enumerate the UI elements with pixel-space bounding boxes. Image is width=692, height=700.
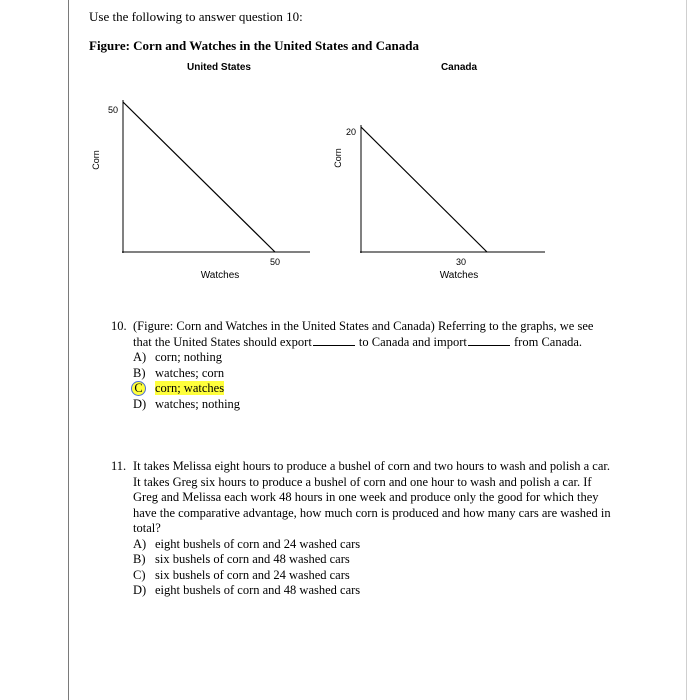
option-letter: B) <box>133 552 146 566</box>
us-graph-title: United States <box>187 62 251 73</box>
question-10-stem-part1: (Figure: Corn and Watches in the United States and Canada) Referring to the graphs, we see that the United States should export <box>133 319 594 349</box>
option-letter: D) <box>133 396 147 411</box>
option-text: corn; nothing <box>155 350 223 364</box>
question-10-blank-1 <box>313 335 355 346</box>
option-text: six bushels of corn and 24 washed cars <box>155 567 350 582</box>
question-10-blank-2 <box>468 335 510 346</box>
figure-graphs <box>0 0 692 300</box>
option-letter: A) <box>133 536 147 551</box>
us-x-axis-label: Watches <box>200 270 240 281</box>
option-letter: C) <box>133 567 146 582</box>
question-10-stem-part2: to Canada and import <box>358 334 467 349</box>
us-y-axis-label: Corn <box>91 150 101 170</box>
figure-title: Figure: Corn and Watches in the United States and Canada <box>89 38 419 53</box>
intro-text: Use the following to answer question 10: <box>89 9 303 24</box>
question-10-option-c[interactable] <box>133 381 613 397</box>
canada-ppf-line <box>361 127 487 252</box>
question-11-number: 11. <box>111 459 127 473</box>
option-text-highlighted: corn; watches <box>155 381 225 395</box>
option-text: watches; nothing <box>155 396 241 411</box>
question-10-stem-part3: from Canada. <box>514 334 583 349</box>
option-text: six bushels of corn and 48 washed cars <box>155 552 350 566</box>
question-10-number: 10. <box>111 319 127 333</box>
question-10-option-a[interactable] <box>133 350 613 366</box>
question-10 <box>111 319 613 412</box>
option-letter: A) <box>133 350 147 364</box>
canada-graph-title: Canada <box>440 62 478 73</box>
canada-y-axis-label: Corn <box>333 148 343 168</box>
question-11-stem: It takes Melissa eight hours to produce a bushel of corn and two hours to wash and polish a car. It takes Greg six hours to produce a bushel of corn and one hour to wash and polish a car. If Greg and Melissa each work 48 hours in one week and produce only the good for which they have the comparative advantage, how much corn is produced and how many cars are washed in total? <box>133 459 611 535</box>
us-y-tick-label: 50 <box>107 105 118 115</box>
question-11-option-c[interactable] <box>133 568 611 584</box>
question-11-option-a[interactable] <box>133 537 611 553</box>
question-11 <box>111 459 611 599</box>
us-ppf-line <box>123 102 275 252</box>
us-x-tick-label: 50 <box>269 257 281 267</box>
question-11-option-d[interactable] <box>133 583 611 599</box>
canada-graph <box>333 62 545 281</box>
option-text: eight bushels of corn and 48 washed cars <box>155 583 361 597</box>
option-text: eight bushels of corn and 24 washed cars <box>155 536 361 551</box>
option-letter-selected <box>133 381 155 397</box>
question-10-stem <box>133 319 613 350</box>
selected-answer-circle: C <box>131 381 146 396</box>
question-10-option-b[interactable] <box>133 366 613 382</box>
option-letter: B) <box>133 365 146 380</box>
canada-x-tick-label: 30 <box>455 257 467 267</box>
option-text: watches; corn <box>155 365 225 380</box>
question-11-option-b[interactable] <box>133 552 611 568</box>
canada-y-tick-label: 20 <box>345 127 356 137</box>
canada-x-axis-label: Watches <box>439 270 479 281</box>
us-graph <box>91 62 310 281</box>
option-letter: D) <box>133 583 147 597</box>
question-10-option-d[interactable] <box>133 397 613 413</box>
